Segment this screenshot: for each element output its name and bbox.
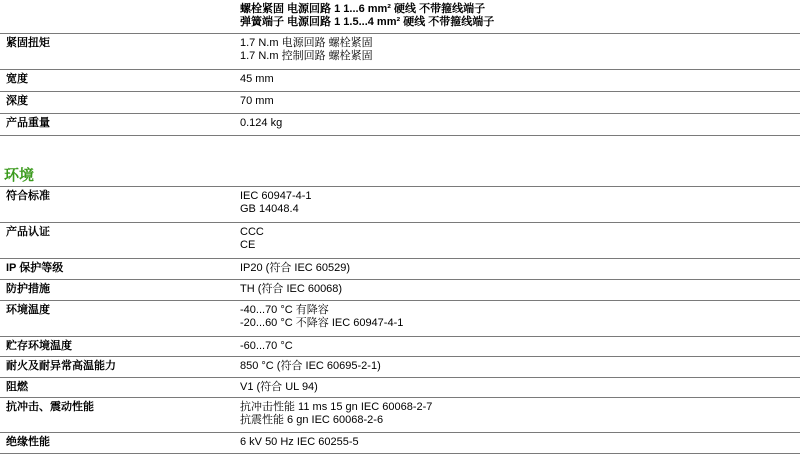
value-line: -40...70 °C 有降容 (240, 304, 329, 316)
row-label: 环境温度 (6, 304, 50, 316)
table-row (0, 433, 800, 454)
row-label (0, 0, 240, 33)
value-line: V1 (符合 UL 94) (240, 381, 318, 393)
row-values (240, 34, 800, 69)
table-row (0, 357, 800, 378)
row-values (240, 301, 800, 336)
row-label: 符合标准 (6, 190, 50, 202)
value-line: 抗震性能 6 gn IEC 60068-2-6 (240, 414, 384, 426)
row-label: IP 保护等级 (6, 262, 64, 274)
row-values (240, 357, 800, 377)
table-row (0, 70, 800, 92)
row-values (240, 223, 800, 258)
value-line: 1.7 N.m 控制回路 螺栓紧固 (240, 50, 373, 62)
value-line: -60...70 °C (240, 340, 293, 352)
row-values (240, 70, 800, 91)
row-label: 阻燃 (6, 381, 28, 393)
value-line: IEC 60947-4-1 (240, 190, 312, 202)
value-line: 0.124 kg (240, 117, 283, 129)
row-label: 防护措施 (6, 283, 50, 295)
table-row (0, 378, 800, 398)
value-line: 螺栓紧固 电源回路 1 1...6 mm² 硬线 不带箍线端子 (240, 3, 486, 15)
value-line: CE (240, 239, 256, 251)
value-line: 850 °C (符合 IEC 60695-2-1) (240, 360, 381, 372)
table-row (0, 0, 800, 34)
table-row (0, 34, 800, 70)
row-values (240, 280, 800, 300)
table-row (0, 114, 800, 136)
row-values (240, 187, 800, 222)
row-label: 宽度 (6, 73, 28, 85)
table-row (0, 259, 800, 280)
value-line: GB 14048.4 (240, 203, 299, 215)
table-row (0, 280, 800, 301)
value-line: -20...60 °C 不降容 IEC 60947-4-1 (240, 317, 404, 329)
row-label: 抗冲击、震动性能 (6, 401, 94, 413)
row-label: 耐火及耐异常高温能力 (6, 360, 116, 372)
value-line: 1.7 N.m 电源回路 螺栓紧固 (240, 37, 373, 49)
row-label: 产品认证 (6, 226, 50, 238)
row-values (240, 337, 800, 356)
value-line: 6 kV 50 Hz IEC 60255-5 (240, 436, 359, 448)
table-row (0, 223, 800, 259)
value-line: 抗冲击性能 11 ms 15 gn IEC 60068-2-7 (240, 401, 433, 413)
row-label: 绝缘性能 (6, 436, 50, 448)
table-row (0, 92, 800, 114)
row-label: 紧固扭矩 (6, 37, 50, 49)
value-line: IP20 (符合 IEC 60529) (240, 262, 351, 274)
row-values (240, 0, 800, 33)
row-label: 深度 (6, 95, 28, 107)
row-values (240, 378, 800, 397)
row-label: 贮存环境温度 (6, 340, 72, 352)
value-line: 45 mm (240, 73, 274, 85)
row-values (240, 92, 800, 113)
row-values (240, 398, 800, 432)
table-row (0, 301, 800, 337)
row-values (240, 433, 800, 453)
value-line: CCC (240, 226, 264, 238)
row-values (240, 114, 800, 135)
table-row (0, 187, 800, 223)
connection-spec-table (0, 0, 800, 136)
table-row (0, 337, 800, 357)
table-row (0, 398, 800, 433)
value-line: 70 mm (240, 95, 274, 107)
value-line: TH (符合 IEC 60068) (240, 283, 343, 295)
section-title-environment: 环境 (4, 167, 35, 184)
row-label: 产品重量 (6, 117, 50, 129)
row-values (240, 259, 800, 279)
environment-spec-table (0, 186, 800, 454)
value-line: 弹簧端子 电源回路 1 1.5...4 mm² 硬线 不带箍线端子 (240, 16, 495, 28)
